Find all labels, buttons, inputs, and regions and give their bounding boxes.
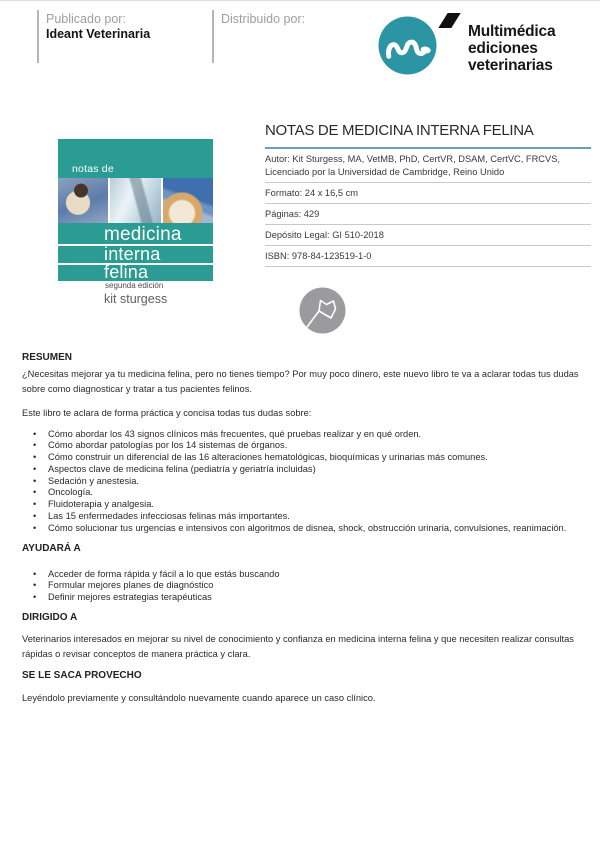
resumen-lead: Este libro te aclara de forma práctica y concisa todas tus dudas sobre:	[22, 408, 312, 418]
brand-accent-mark	[438, 13, 460, 28]
resumen-bullet-list	[22, 429, 579, 535]
header-divider-right	[212, 10, 214, 63]
dirigido-heading: DIRIGIDO A	[22, 612, 78, 624]
brand-name	[468, 23, 555, 74]
cover-title-word-2: interna	[104, 244, 161, 264]
cover-photo-vet	[163, 178, 213, 223]
provecho-heading: SE LE SACA PROVECHO	[22, 670, 142, 682]
bullet-item: • Cómo abordar los 43 signos clínicos más frecuentes, qué pruebas realizar y en qué orden.	[22, 429, 579, 441]
cover-photo-cat	[58, 178, 108, 223]
detail-row: ISBN: 978-84-123519-1-0	[265, 246, 591, 267]
brand-line-2: ediciones	[468, 40, 538, 57]
cat-head-icon	[299, 287, 346, 334]
bullet-item: • Sedación y anestesia.	[22, 476, 579, 488]
bullet-item: • Cómo abordar patologías por los 14 sistemas de órganos.	[22, 440, 579, 452]
resumen-intro: ¿Necesitas mejorar ya tu medicina felina, pero no tienes tiempo? Por muy poco dinero, este nuevo libro te va a aclarar todas tus dudas sobre como diagnosticar y tratar a tus pacientes felinos.	[22, 369, 579, 394]
bullet-item: • Las 15 enfermedades infecciosas felinas más importantes.	[22, 511, 579, 523]
detail-rows	[265, 149, 591, 267]
cover-photo-xray	[110, 178, 160, 223]
detail-row: Formato: 24 x 16,5 cm	[265, 183, 591, 204]
brand-line-1: Multimédica	[468, 23, 556, 40]
cover-title-word-1: medicina	[104, 224, 182, 245]
provecho-text: Leyéndolo previamente y consultándolo nuevamente cuando aparece un caso clínico.	[22, 693, 376, 704]
distributed-by-label: Distribuido por:	[221, 12, 306, 26]
bullet-item: • Cómo solucionar tus urgencias e intensivos con algoritmos de disnea, shock, obstrucción urinaria, convulsiones, reanimación.	[22, 523, 579, 535]
cover-author: kit sturgess	[104, 292, 168, 306]
detail-row: Autor: Kit Sturgess, MA, VetMB, PhD, CertVR, DSAM, CertVC, FRCVS, Licenciado por la Universidad de Cambridge, Reino Unido	[265, 149, 591, 183]
book-details	[265, 121, 591, 267]
published-by-label: Publicado por:	[46, 12, 126, 26]
bullet-item: • Fluidoterapia y analgesia.	[22, 499, 579, 511]
cover-title-word-3: felina	[104, 262, 149, 282]
publisher-block	[46, 12, 150, 42]
bullet-item: • Oncología.	[22, 487, 579, 499]
resumen-heading: RESUMEN	[22, 352, 73, 363]
book-cover	[58, 139, 213, 323]
dirigido-text: Veterinarios interesados en mejorar su nivel de conocimiento y confianza en medicina interna felina y que necesiten realizar consultas rápidas o revisar conceptos de manera práctica y clara.	[22, 634, 574, 659]
description-content	[22, 352, 579, 706]
bullet-item: • Acceder de forma rápida y fácil a lo que estás buscando	[22, 569, 579, 581]
detail-row: Páginas: 429	[265, 204, 591, 225]
distributor-block	[221, 12, 305, 27]
cover-edition: segunda edición	[105, 281, 164, 290]
brand-line-3: veterinarias	[468, 57, 553, 74]
ayudara-heading: AYUDARÁ A	[22, 542, 81, 554]
snake-squiggle-icon	[378, 16, 437, 75]
bullet-item: • Aspectos clave de medicina felina (pediatría y geriatría incluidas)	[22, 464, 579, 476]
cover-top-text: notas de	[72, 163, 114, 175]
cover-photo-strip	[58, 178, 213, 223]
ayudara-bullet-list	[22, 569, 579, 604]
bullet-item: • Formular mejores planes de diagnóstico	[22, 580, 579, 592]
header-divider-left	[37, 10, 39, 63]
bullet-item: • Definir mejores estrategias terapéuticas	[22, 592, 579, 604]
publisher-name: Ideant Veterinaria	[46, 27, 151, 41]
detail-row: Depósito Legal: GI 510-2018	[265, 225, 591, 246]
book-title: NOTAS DE MEDICINA INTERNA FELINA	[265, 122, 534, 139]
bullet-item: • Cómo construir un diferencial de las 16 alteraciones hematológicas, bioquímicas y urinarias más comunes.	[22, 452, 579, 464]
